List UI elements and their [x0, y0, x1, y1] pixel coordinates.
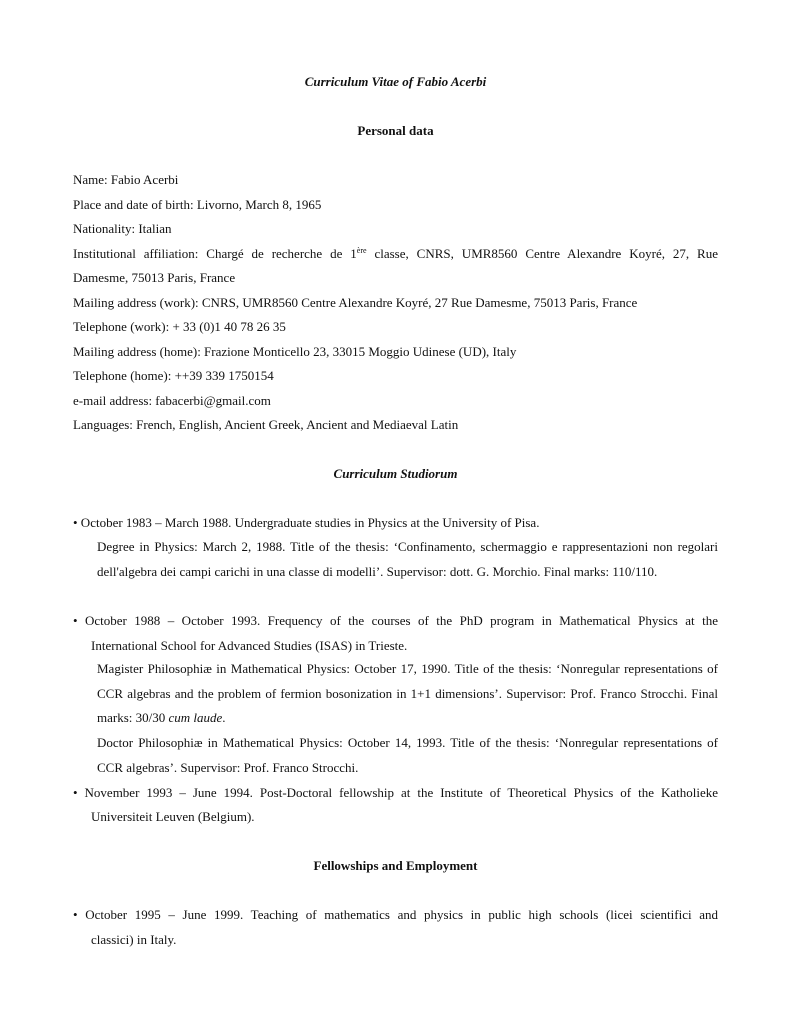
curriculum-studiorum-heading: Curriculum Studiorum: [333, 466, 458, 481]
languages-line: Languages: French, English, Ancient Greek, Ancient and Mediaeval Latin: [73, 417, 459, 432]
employment-item-1: • October 1995 – June 1999. Teaching of mathematics and physics in public high schools (licei scientifici and: [73, 907, 718, 922]
studiorum-item-2-continuation: International School for Advanced Studies (ISAS) in Trieste.: [91, 638, 408, 653]
affiliation-continuation: Damesme, 75013 Paris, France: [73, 270, 236, 285]
name-line: Name: Fabio Acerbi: [73, 172, 179, 187]
fellowships-heading: Fellowships and Employment: [313, 858, 478, 873]
email-line: e-mail address: fabacerbi@gmail.com: [73, 393, 271, 408]
magister-text: Magister Philosophiæ in Mathematical Physics: October 17, 1990. Title of the thesis: ‘Nonregular representations of CCR algebras and the problem of fermion bosonization in 1+1 dimensions’. Supervisor: Prof. Franco Strocchi. Final marks: 30/30: [97, 661, 718, 725]
affiliation-line: [73, 245, 718, 263]
affiliation-text: Institutional affiliation: Chargé de recherche de 1: [73, 246, 357, 261]
studiorum-item-1-detail: Degree in Physics: March 2, 1988. Title of the thesis: ‘Confinamento, schermaggio e rappresentazioni non regolari dell'algebra dei campi carichi in una classe di modelli’. Supervisor: dott. G. Morchio. Final marks: 110/110.: [97, 539, 718, 579]
mailing-home-line: Mailing address (home): Frazione Monticello 23, 33015 Moggio Udinese (UD), Italy: [73, 344, 517, 359]
telephone-work-line: Telephone (work): + 33 (0)1 40 78 26 35: [73, 319, 286, 334]
studiorum-item-2: • October 1988 – October 1993. Frequency of the courses of the PhD program in Mathematical Physics at the: [73, 613, 718, 628]
affiliation-text-rest: classe, CNRS, UMR8560 Centre Alexandre Koyré, 27, Rue: [366, 246, 718, 261]
mailing-work-line: Mailing address (work): CNRS, UMR8560 Centre Alexandre Koyré, 27 Rue Damesme, 75013 Paris, France: [73, 295, 638, 310]
studiorum-item-2-magister: [97, 657, 718, 731]
magister-cum-laude: cum laude: [168, 710, 223, 725]
affiliation-superscript: ère: [356, 246, 367, 255]
document-title: Curriculum Vitae of Fabio Acerbi: [304, 74, 487, 89]
personal-data-heading: Personal data: [357, 123, 434, 138]
studiorum-item-3-continuation: Universiteit Leuven (Belgium).: [91, 809, 255, 824]
telephone-home-line: Telephone (home): ++39 339 1750154: [73, 368, 274, 383]
magister-end: .: [222, 710, 226, 725]
nationality-line: Nationality: Italian: [73, 221, 172, 236]
birth-line: Place and date of birth: Livorno, March 8, 1965: [73, 197, 322, 212]
studiorum-item-2-doctor: Doctor Philosophiæ in Mathematical Physics: October 14, 1993. Title of the thesis: ‘Nonregular representations of CCR algebras’. Supervisor: Prof. Franco Strocchi.: [97, 735, 718, 775]
studiorum-item-1: • October 1983 – March 1988. Undergraduate studies in Physics at the University of Pisa.: [73, 515, 540, 530]
studiorum-item-3: • November 1993 – June 1994. Post-Doctoral fellowship at the Institute of Theoretical Physics of the Katholieke: [73, 785, 718, 800]
employment-item-1-continuation: classici) in Italy.: [91, 932, 177, 947]
